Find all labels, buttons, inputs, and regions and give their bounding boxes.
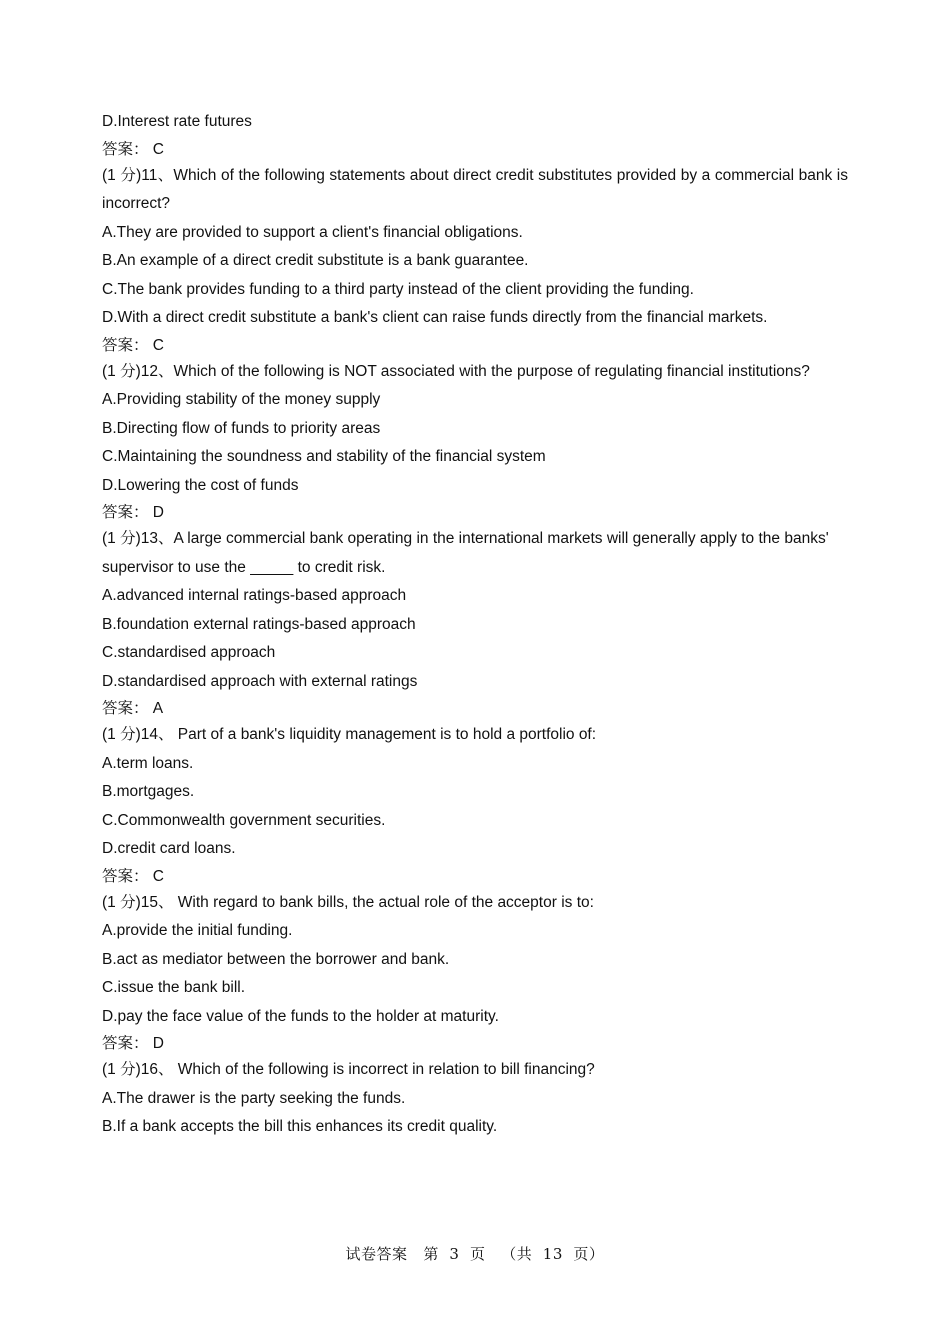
question-15-option-a: A.provide the initial funding.: [102, 922, 293, 939]
question-15-answer: 答案： D: [102, 1035, 165, 1052]
question-16-option-a: A.The drawer is the party seeking the funds.: [102, 1089, 406, 1107]
question-15-option-b: B.act as mediator between the borrower and bank.: [102, 950, 450, 968]
question-12-stem: (1 分)12、Which of the following is NOT associated with the purpose of regulating financial institutions?: [102, 362, 810, 380]
question-11-option-b: B.An example of a direct credit substitute is a bank guarantee.: [102, 252, 529, 269]
question-14-option-d: D.credit card loans.: [102, 840, 236, 857]
question-16-option-b: B.If a bank accepts the bill this enhances its credit quality.: [102, 1118, 498, 1135]
question-13-answer: 答案： A: [102, 700, 164, 717]
question-13-option-d: D.standardised approach with external ratings: [102, 672, 418, 690]
question-11-stem: (1 分)11、Which of the following statements about direct credit substitutes provided by a commercial bank is incorrect?: [102, 166, 848, 212]
question-12-option-d: D.Lowering the cost of funds: [102, 476, 299, 494]
question-15-option-c: C.issue the bank bill.: [102, 979, 246, 996]
question-12-option-a: A.Providing stability of the money supply: [102, 391, 381, 408]
question-13-option-a: A.advanced internal ratings-based approach: [102, 587, 407, 604]
question-12-answer: 答案： D: [102, 504, 165, 521]
question-12-option-c: C.Maintaining the soundness and stability of the financial system: [102, 448, 546, 465]
lead-option: D.Interest rate futures: [102, 113, 252, 130]
question-11-option-d: D.With a direct credit substitute a bank's client can raise funds directly from the financial markets.: [102, 309, 768, 326]
question-14-option-a: A.term loans.: [102, 754, 194, 772]
question-14-answer: 答案： C: [102, 867, 165, 885]
page-content: [102, 108, 848, 1142]
question-14-option-b: B.mortgages.: [102, 783, 195, 800]
page-footer: 试卷答案 第 3 页 （共 13 页）: [345, 1245, 605, 1263]
question-11-option-a: A.They are provided to support a client's financial obligations.: [102, 223, 523, 241]
question-11-answer: 答案： C: [102, 336, 165, 354]
question-14-option-c: C.Commonwealth government securities.: [102, 811, 386, 829]
question-11-option-c: C.The bank provides funding to a third party instead of the client providing the funding.: [102, 280, 694, 298]
question-12-option-b: B.Directing flow of funds to priority areas: [102, 419, 381, 437]
lead-answer: 答案： C: [102, 140, 165, 158]
question-13-stem: (1 分)13、A large commercial bank operating in the international markets will generally apply to the banks' supervisor to use the _____ to credit risk.: [102, 530, 829, 576]
question-15-stem: (1 分)15、 With regard to bank bills, the actual role of the acceptor is to:: [102, 893, 594, 911]
question-13-option-c: C.standardised approach: [102, 644, 276, 661]
question-14-stem: (1 分)14、 Part of a bank's liquidity management is to hold a portfolio of:: [102, 726, 597, 743]
question-15-option-d: D.pay the face value of the funds to the holder at maturity.: [102, 1007, 499, 1025]
question-16-stem: (1 分)16、 Which of the following is incorrect in relation to bill financing?: [102, 1061, 595, 1078]
question-13-option-b: B.foundation external ratings-based approach: [102, 615, 416, 633]
